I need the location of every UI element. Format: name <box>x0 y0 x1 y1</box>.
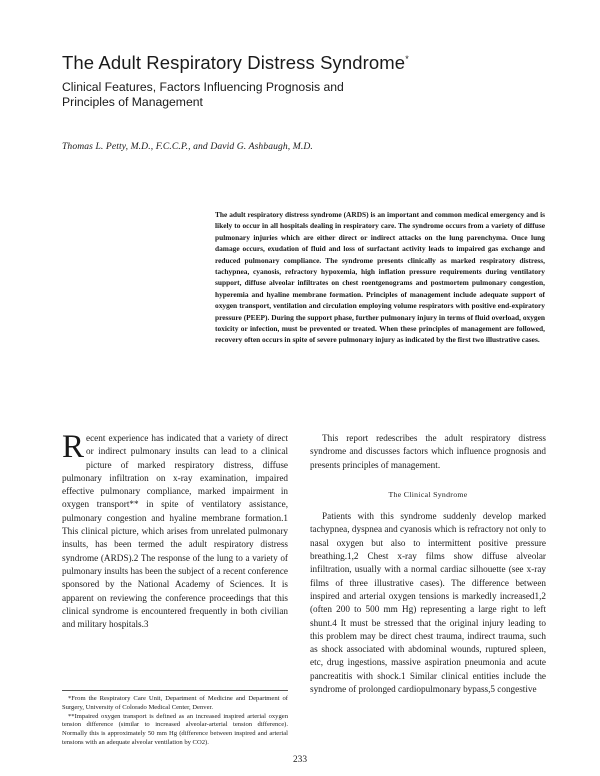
article-title <box>62 52 542 74</box>
abstract: The adult respiratory distress syndrome (ARDS) is an important and common medical emergency and is likely to occur in all hospitals dealing in respiratory care. The syndrome occurs from a variety of diffuse pulmonary injuries which are either direct or indirect attacks on the lung parenchyma. Once lung damage occurs, exudation of fluid and loss of surfactant activity leads to impaired gas exchange and reduced pulmonary compliance. The syndrome presents clinically as marked respiratory distress, tachypnea, cyanosis, refractory hypoxemia, high inflation pressure requirements during ventilatory support, diffuse alveolar infiltrates on chest roentgenograms and postmortem pulmonary congestion, hyperemia and hyaline membrane formation. Principles of management include adequate support of oxygen transport, ventilation and circulation employing volume respirators with positive end-expiratory pressure (PEEP). During the support phase, further pulmonary injury in terms of fluid overload, oxygen toxicity or infection, must be prevented or treated. When these principles of management are followed, recovery often occurs in spite of severe pulmonary injury as indicated by the first two illustrative cases. <box>215 210 545 345</box>
footnote-affiliation: *From the Respiratory Care Unit, Department of Medicine and Department of Surgery, University of Colorado Medical Center, Denver. <box>62 695 288 711</box>
report-purpose-paragraph: This report redescribes the adult respiratory distress syndrome and discusses factors which influence prognosis and presents principles of management. <box>310 433 546 470</box>
intro-paragraph <box>62 429 288 631</box>
footnotes <box>62 695 288 748</box>
clinical-syndrome-paragraph: Patients with this syndrome suddenly develop marked tachypnea, dyspnea and cyanosis which is refractory not only to nasal oxygen but also to intermittent positive pressure breathing.1,2 Chest x-ray films show diffuse alveolar infiltration, usually with a normal cardiac silhouette (see x-ray films of three illustrative cases). The difference between inspired and arterial oxygen tensions is markedly increased1,2 (often 200 to 500 mm Hg) representing a large right to left shunt.4 It must be stressed that the original injury leading to this problem may be direct chest trauma, indirect trauma, such as shock associated with abdominal wounds, ruptured spleen, etc, drug ingestions, massive aspiration pneumonia and acute pancreatitis with shock.1 Similar clinical entities include the syndrome of prolonged cardiopulmonary bypass,5 congestive <box>310 511 546 695</box>
subtitle-line-2: Principles of Management <box>62 95 203 109</box>
right-column <box>310 432 546 696</box>
intro-text: ecent experience has indicated that a variety of direct or indirect pulmonary insults can lead to a clinical picture of marked respiratory distress, diffuse pulmonary infiltration on x-ray examination, impaired effective pulmonary compliance, marked impairment in oxygen transport** in spite of ventilatory assistance, pulmonary congestion and hyaline membrane formation.1 This clinical picture, which arises from unrelated pulmonary insults, has been termed the adult respiratory distress syndrome (ARDS).2 The response of the lung to a variety of pulmonary insults has been the subject of a recent conference sponsored by the National Academy of Sciences. It is apparent on reviewing the conference proceedings that this clinical syndrome is encountered frequently in both civilian and military hospitals.3 <box>62 433 288 630</box>
section-heading-clinical-syndrome: The Clinical Syndrome <box>388 489 468 499</box>
author-line: Thomas L. Petty, M.D., F.C.C.P., and David G. Ashbaugh, M.D. <box>62 141 313 152</box>
footnote-oxygen-transport: **Impaired oxygen transport is defined as an increased inspired arterial oxygen tension difference (similar to increased alveolar-arterial tension difference). Normally this is approximately 50 mm Hg (difference between inspired and arterial tensions with an adequate alveolar ventilation by CO2). <box>62 712 288 746</box>
footnote-divider <box>62 690 288 691</box>
left-column <box>62 429 288 631</box>
article-title-text: The Adult Respiratory Distress Syndrome <box>62 52 406 73</box>
subtitle-line-1: Clinical Features, Factors Influencing Prognosis and <box>62 80 344 94</box>
title-footnote-mark: * <box>405 53 409 64</box>
drop-cap: R <box>62 429 85 465</box>
article-subtitle <box>62 80 462 110</box>
page-number: 233 <box>292 755 308 765</box>
